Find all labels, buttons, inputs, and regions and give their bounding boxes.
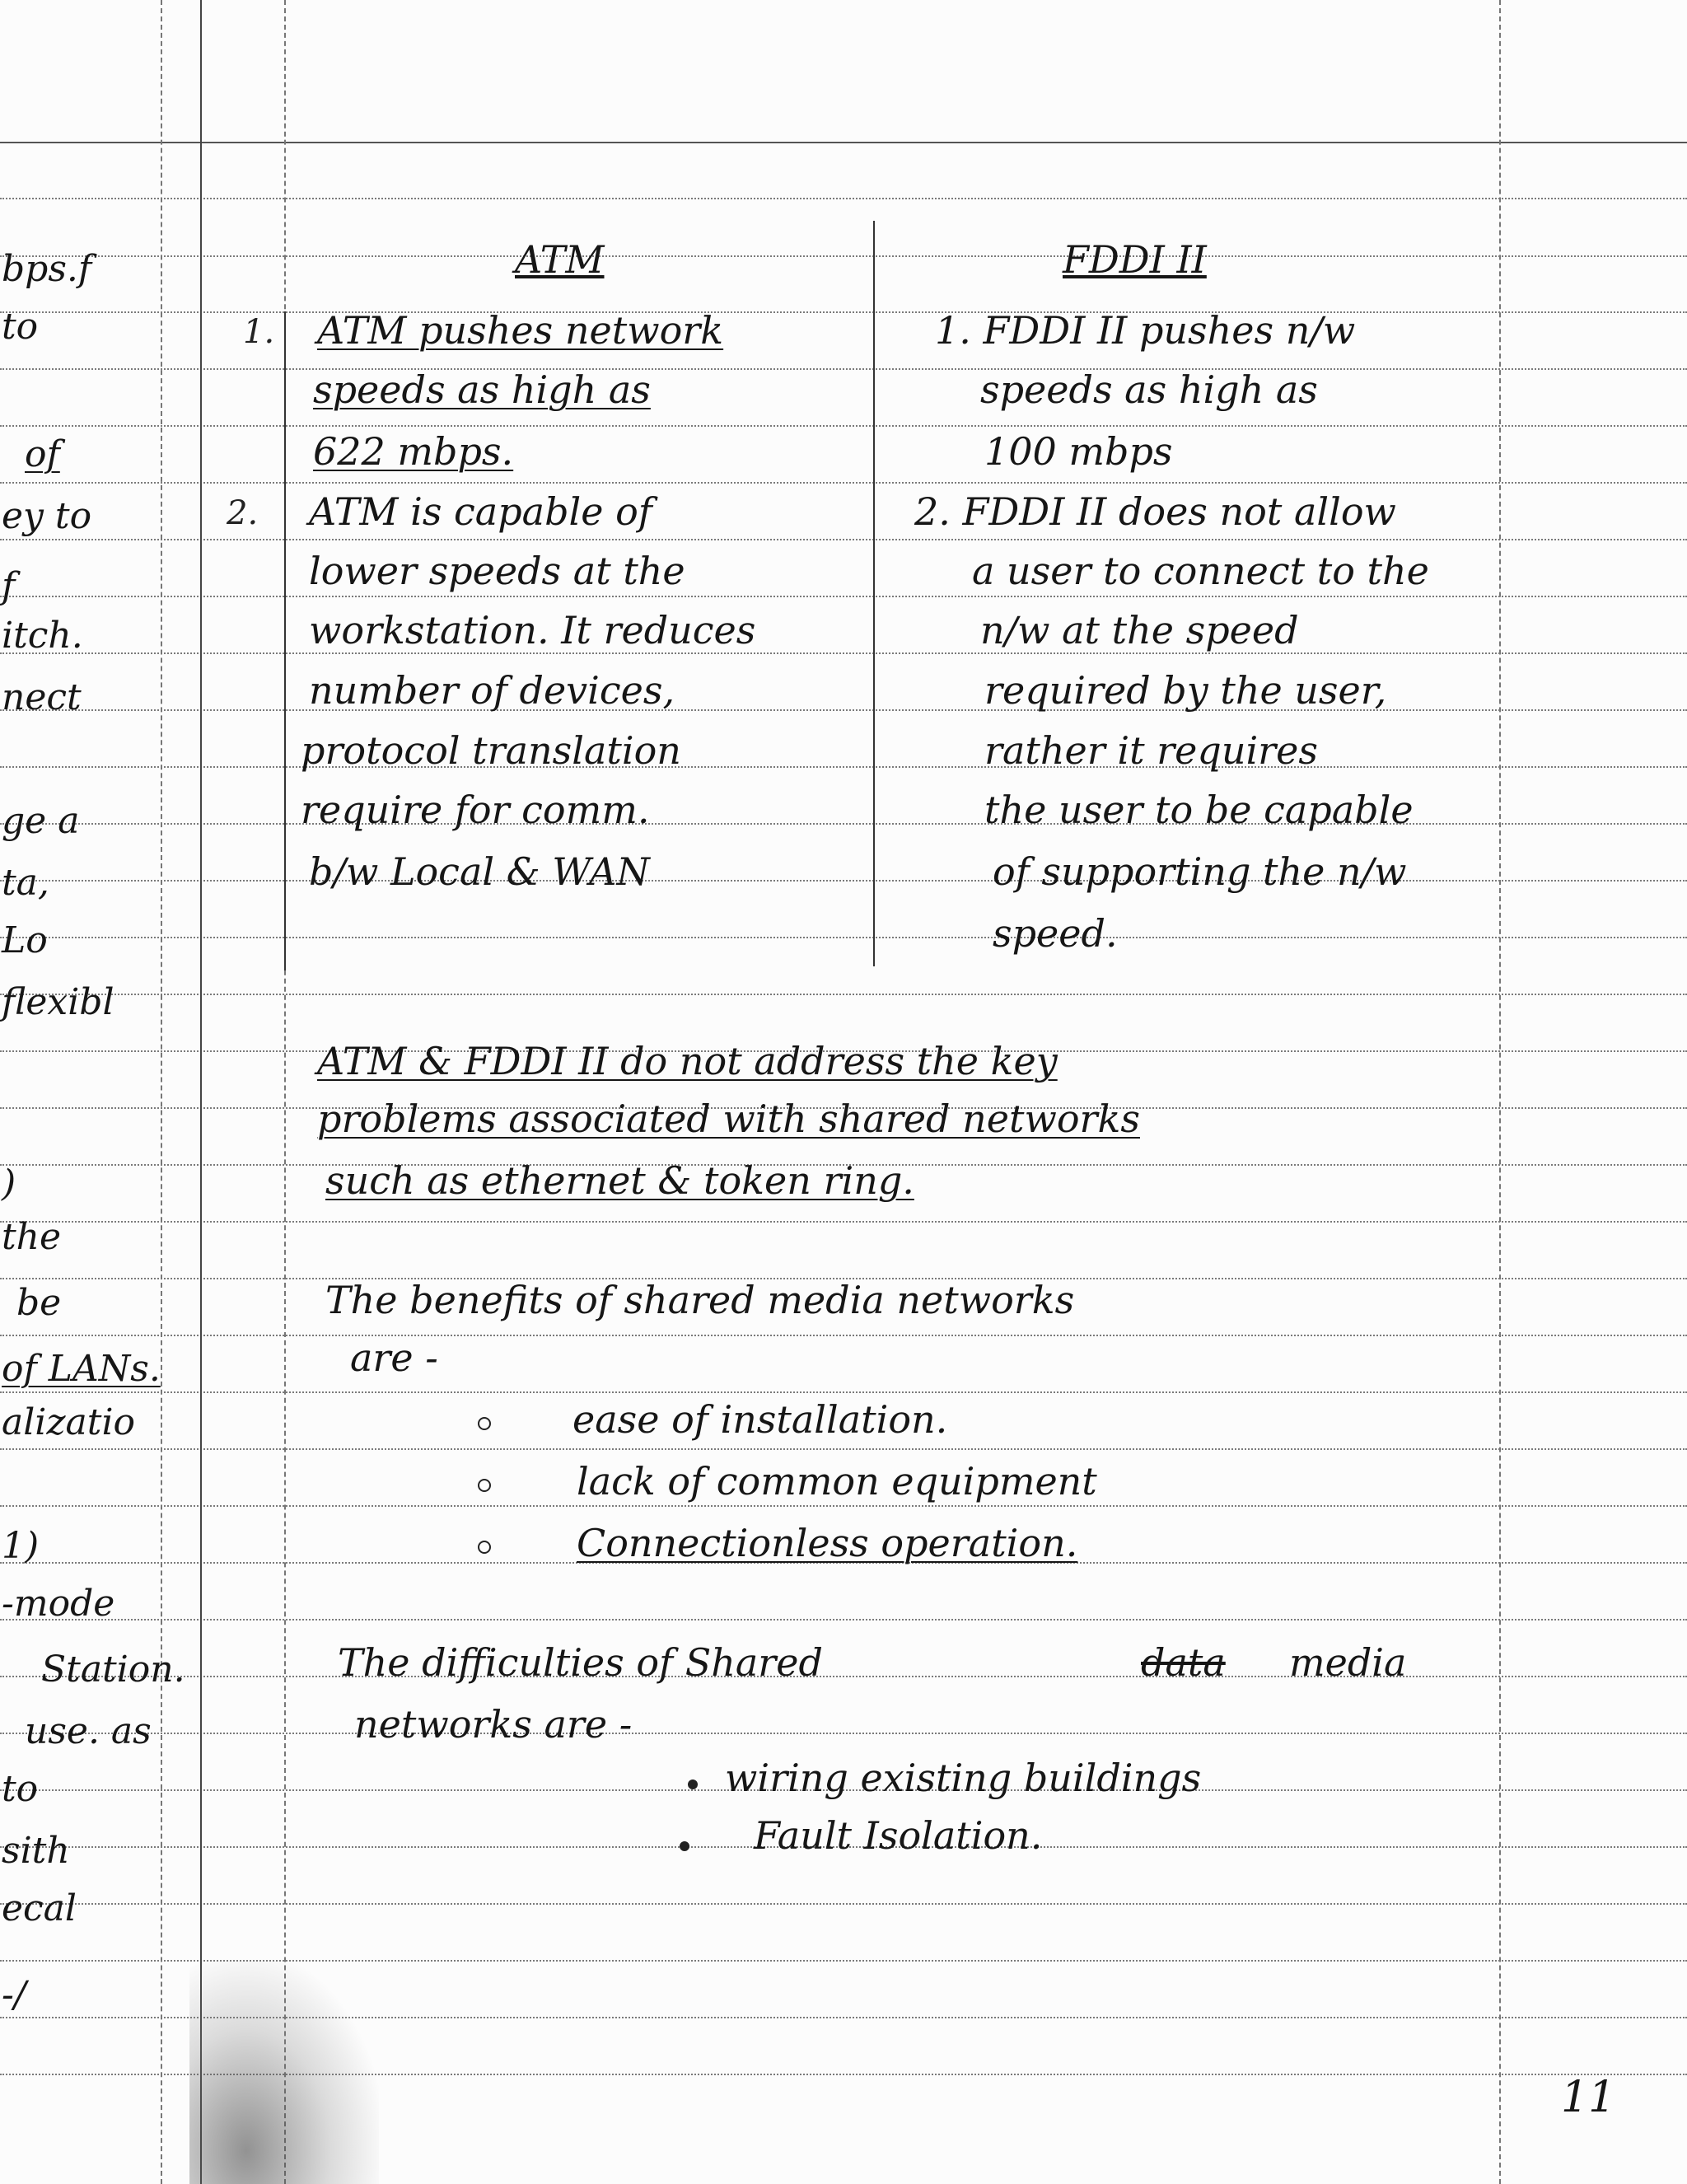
bullet-icon xyxy=(680,1841,689,1851)
fragment: ey to xyxy=(2,495,92,537)
benefit-item: Connectionless operation. xyxy=(577,1521,1078,1565)
fragment: to xyxy=(2,1768,39,1810)
fddi-text-line: speed. xyxy=(993,911,1118,956)
fragment: use. as xyxy=(25,1710,152,1752)
fragment: -mode xyxy=(2,1583,115,1625)
benefits-intro-line: are - xyxy=(350,1335,438,1380)
fragment: be xyxy=(16,1282,62,1324)
bullet-icon xyxy=(478,1417,491,1430)
margin-line-right xyxy=(1499,0,1501,2184)
fddi-text-line: required by the user, xyxy=(984,668,1387,713)
fragment: the xyxy=(2,1216,62,1258)
column-header-atm: ATM xyxy=(515,237,605,282)
fragment: 1) xyxy=(2,1525,40,1567)
fragment: Station. xyxy=(41,1649,185,1691)
atm-text-line: number of devices, xyxy=(309,668,675,713)
fragment: bps.f xyxy=(2,248,92,290)
fragment: sith xyxy=(2,1830,70,1872)
fragment: ecal xyxy=(2,1887,77,1929)
fragment: flexibl xyxy=(2,981,114,1023)
fddi-text-line: of supporting the n/w xyxy=(993,849,1407,894)
difficulty-item: Fault Isolation. xyxy=(754,1813,1043,1858)
fragment: ge a xyxy=(2,800,80,842)
row-number-1: 1. xyxy=(243,313,275,351)
difficulty-item: wiring existing buildings xyxy=(725,1756,1202,1800)
paragraph-line: problems associated with shared networks xyxy=(317,1097,1140,1141)
fragment: to xyxy=(2,306,39,348)
fddi-text-line: a user to connect to the xyxy=(972,549,1429,593)
fddi-text-line: the user to be capable xyxy=(984,788,1414,832)
fragment: ta, xyxy=(2,862,49,904)
difficulties-intro-line2: networks are - xyxy=(354,1702,633,1747)
paragraph-line: such as ethernet & token ring. xyxy=(325,1158,914,1203)
atm-text-line: 622 mbps. xyxy=(313,429,514,474)
fragment: itch. xyxy=(2,615,83,657)
fragment: of xyxy=(25,433,60,475)
table-left-border xyxy=(284,311,286,970)
fragment: alizatio xyxy=(2,1401,136,1443)
atm-text-line: ATM is capable of xyxy=(309,489,652,534)
benefit-item: ease of installation. xyxy=(572,1397,948,1442)
scan-smudge xyxy=(189,1961,379,2184)
benefit-item: lack of common equipment xyxy=(577,1459,1097,1504)
table-divider xyxy=(873,221,875,966)
fragment: Lo xyxy=(2,919,48,961)
atm-text-line: b/w Local & WAN xyxy=(309,849,650,894)
bullet-icon xyxy=(478,1541,491,1554)
fragment: -/ xyxy=(2,1974,26,2016)
atm-text-line: protocol translation xyxy=(301,728,681,773)
atm-text-line: require for comm. xyxy=(301,788,650,832)
atm-text-line: workstation. It reduces xyxy=(309,608,756,652)
fragment: of LANs. xyxy=(2,1348,161,1390)
atm-text-line: lower speeds at the xyxy=(309,549,685,593)
atm-text-line: speeds as high as xyxy=(313,367,651,412)
margin-line-inner xyxy=(161,0,162,2184)
difficulties-intro-end: media xyxy=(1289,1640,1407,1685)
row-number-2: 2. xyxy=(227,494,259,532)
bullet-icon xyxy=(478,1479,491,1492)
difficulties-intro: The difficulties of Shared xyxy=(338,1640,823,1685)
page-number: 11 xyxy=(1561,2073,1616,2122)
fragment: nect xyxy=(2,676,82,718)
margin-line-left xyxy=(200,0,202,2184)
fragment: ) xyxy=(2,1162,16,1204)
benefits-intro-line: The benefits of shared media networks xyxy=(325,1278,1075,1322)
fddi-text-line: 1. FDDI II pushes n/w xyxy=(935,308,1356,353)
fragment: f xyxy=(2,565,16,607)
atm-text-line: ATM pushes network xyxy=(317,308,724,353)
fddi-text-line: 2. FDDI II does not allow xyxy=(914,489,1396,534)
column-header-fddi: FDDI II xyxy=(1063,237,1207,282)
bullet-icon xyxy=(688,1779,698,1789)
fddi-text-line: 100 mbps xyxy=(984,429,1173,474)
struck-word: data xyxy=(1141,1640,1226,1685)
paragraph-line: ATM & FDDI II do not address the key xyxy=(317,1039,1058,1083)
fddi-text-line: rather it requires xyxy=(984,728,1318,773)
fddi-text-line: n/w at the speed xyxy=(980,608,1299,652)
fddi-text-line: speeds as high as xyxy=(980,367,1318,412)
